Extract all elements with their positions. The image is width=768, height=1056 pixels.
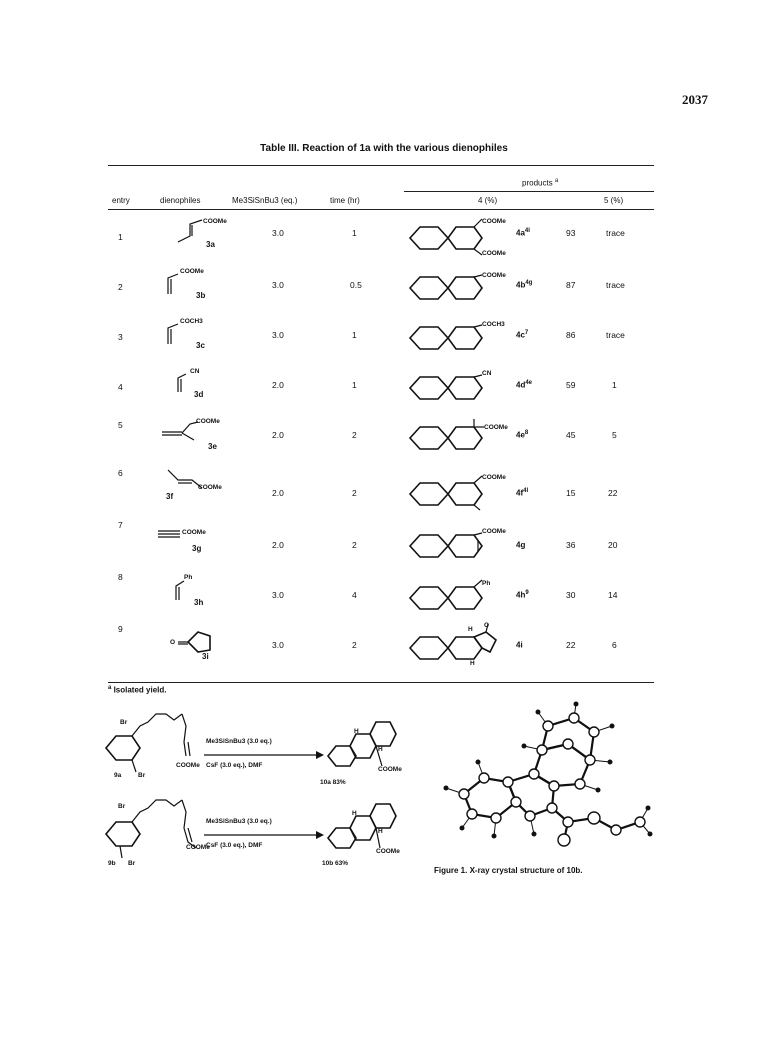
product-label: 4g — [516, 540, 526, 550]
dienophiles-header: dienophiles — [160, 196, 201, 205]
yield-4: 87 — [566, 280, 576, 290]
entry-number: 5 — [118, 420, 123, 430]
entry-number: 4 — [118, 382, 123, 392]
time-header: time (hr) — [330, 196, 360, 205]
reaction-time: 1 — [352, 330, 357, 340]
reagent-eq: 3.0 — [272, 228, 284, 238]
reaction-time: 2 — [352, 488, 357, 498]
yield-5: 14 — [608, 590, 618, 600]
yield-5: trace — [606, 330, 625, 340]
product-label: 4i — [516, 640, 523, 650]
reaction-time: 0.5 — [350, 280, 362, 290]
reagent-header: Me3SiSnBu3 (eq.) — [232, 196, 298, 205]
dienophile-label: 3d — [194, 390, 204, 399]
reaction-time: 2 — [352, 540, 357, 550]
product-group: COOMe — [484, 424, 508, 431]
entry-header: entry — [112, 196, 130, 205]
yield-5: trace — [606, 228, 625, 238]
yield-5: 6 — [612, 640, 617, 650]
table-bottom-rule — [108, 682, 654, 683]
hydrogen-2: H — [378, 746, 383, 753]
entry-number: 3 — [118, 332, 123, 342]
table-footnote: $^a$ Isolated yield. — [108, 685, 167, 695]
dienophile-group: COOMe — [203, 218, 227, 225]
hydrogen-1: H — [352, 810, 357, 817]
product-label: $4c^7$ — [516, 330, 529, 340]
product-label: $4f^{4l}$ — [516, 488, 529, 498]
products-header: products $^a$ — [522, 178, 559, 188]
yield-4: 30 — [566, 590, 576, 600]
yield-4: 36 — [566, 540, 576, 550]
product-label: $4d^{4e}$ — [516, 380, 533, 390]
start-label: 9a — [114, 772, 122, 779]
yield-4: 15 — [566, 488, 576, 498]
product-group: COOMe — [482, 218, 506, 225]
product-group: O — [484, 622, 490, 629]
dienophile-group: COOMe — [182, 529, 206, 536]
reagent-eq: 3.0 — [272, 280, 284, 290]
product-group: Ph — [482, 580, 491, 587]
figure-caption: Figure 1. X-ray crystal structure of 10b. — [434, 866, 583, 875]
entry-number: 6 — [118, 468, 123, 478]
yield-4: 93 — [566, 228, 576, 238]
entry-number: 2 — [118, 282, 123, 292]
reagent-text: Me3SiSnBu3 (3.0 eq.) — [206, 818, 272, 825]
product-10b — [324, 798, 414, 858]
ester-group: COOMe — [176, 762, 200, 769]
product5-header: 5 (%) — [604, 196, 624, 205]
substituent-top: Br — [120, 719, 128, 726]
product-group: COCH3 — [482, 321, 505, 328]
conditions-text: CsF (3.0 eq.), DMF — [206, 842, 263, 849]
product-structure — [408, 478, 498, 512]
product-label: $4b^{4g}$ — [516, 280, 533, 290]
product-structure — [408, 582, 498, 616]
crystal-structure-drawing — [434, 704, 654, 860]
reagent-eq: 3.0 — [272, 330, 284, 340]
table-top-rule — [108, 165, 654, 166]
reagent-eq: 2.0 — [272, 540, 284, 550]
reaction-time: 2 — [352, 430, 357, 440]
hydrogen-1: H — [354, 728, 359, 735]
entry-number: 8 — [118, 572, 123, 582]
yield-4: 45 — [566, 430, 576, 440]
header-bottom-rule — [108, 209, 654, 210]
dienophile-label: 3a — [206, 240, 215, 249]
reagent-eq: 2.0 — [272, 380, 284, 390]
product-ester: COOMe — [378, 766, 402, 773]
product-structure — [408, 372, 498, 406]
yield-5: 1 — [612, 380, 617, 390]
dienophile-group: O — [170, 639, 176, 646]
dienophile-label: 3g — [192, 544, 202, 553]
reaction-time: 1 — [352, 380, 357, 390]
dienophile-group: Ph — [184, 574, 193, 581]
dienophile-group: COOMe — [198, 484, 222, 491]
reaction-time: 1 — [352, 228, 357, 238]
entry-number: 9 — [118, 624, 123, 634]
reagent-eq: 2.0 — [272, 430, 284, 440]
yield-4: 86 — [566, 330, 576, 340]
dienophile-label: 3b — [196, 291, 206, 300]
product-label: $4e^8$ — [516, 430, 529, 440]
reaction-time: 2 — [352, 640, 357, 650]
dienophile-group: COOMe — [180, 268, 204, 275]
product4-header: 4 (%) — [478, 196, 498, 205]
product-group-2: COOMe — [482, 250, 506, 257]
dienophile-group: CN — [190, 368, 200, 375]
hydrogen-2: H — [378, 828, 383, 835]
dienophile-group: COCH3 — [180, 318, 203, 325]
product-group-3: H — [470, 660, 475, 667]
reagent-text: Me3SiSnBu3 (3.0 eq.) — [206, 738, 272, 745]
reaction-arrow — [204, 750, 324, 760]
product-label: $4a^{4l}$ — [516, 228, 530, 238]
substituent-bottom: Br — [138, 772, 146, 779]
yield-5: 22 — [608, 488, 618, 498]
dienophile-structure — [170, 628, 220, 658]
product-group: CN — [482, 370, 492, 377]
product-group: COOMe — [482, 272, 506, 279]
reagent-eq: 3.0 — [272, 640, 284, 650]
yield-5: 20 — [608, 540, 618, 550]
product-group: COOMe — [482, 474, 506, 481]
yield-5: trace — [606, 280, 625, 290]
reaction-time: 4 — [352, 590, 357, 600]
reagent-eq: 2.0 — [272, 488, 284, 498]
dienophile-label: 3c — [196, 341, 205, 350]
yield-4: 59 — [566, 380, 576, 390]
ester-group: COOMe — [186, 844, 210, 851]
product-group: COOMe — [482, 528, 506, 535]
entry-number: 7 — [118, 520, 123, 530]
product-label: 10a 83% — [320, 779, 346, 786]
yield-5: 5 — [612, 430, 617, 440]
product-group-2: H — [468, 626, 473, 633]
reaction-arrow — [204, 830, 324, 840]
dienophile-structure — [166, 466, 216, 496]
reagent-eq: 3.0 — [272, 590, 284, 600]
product-structure — [408, 628, 508, 668]
dienophile-group: COOMe — [196, 418, 220, 425]
dienophile-label: 3f — [166, 492, 174, 501]
yield-4: 22 — [566, 640, 576, 650]
dienophile-label: 3i — [202, 652, 209, 661]
start-label: 9b — [108, 860, 116, 867]
entry-number: 1 — [118, 232, 123, 242]
product-label: 10b 63% — [322, 860, 349, 867]
conditions-text: CsF (3.0 eq.), DMF — [206, 762, 263, 769]
dienophile-label: 3e — [208, 442, 217, 451]
product-ester: COOMe — [376, 848, 400, 855]
product-structure — [408, 530, 498, 564]
substituent-top: Br — [118, 803, 126, 810]
products-rule — [404, 191, 654, 192]
page-number: 2037 — [682, 92, 708, 107]
product-label: $4h^9$ — [516, 590, 529, 600]
substituent-bottom: Br — [128, 860, 136, 867]
table-title: Table III. Reaction of 1a with the various dienophiles — [260, 143, 508, 154]
dienophile-label: 3h — [194, 598, 204, 607]
starting-material-9b — [100, 798, 210, 868]
